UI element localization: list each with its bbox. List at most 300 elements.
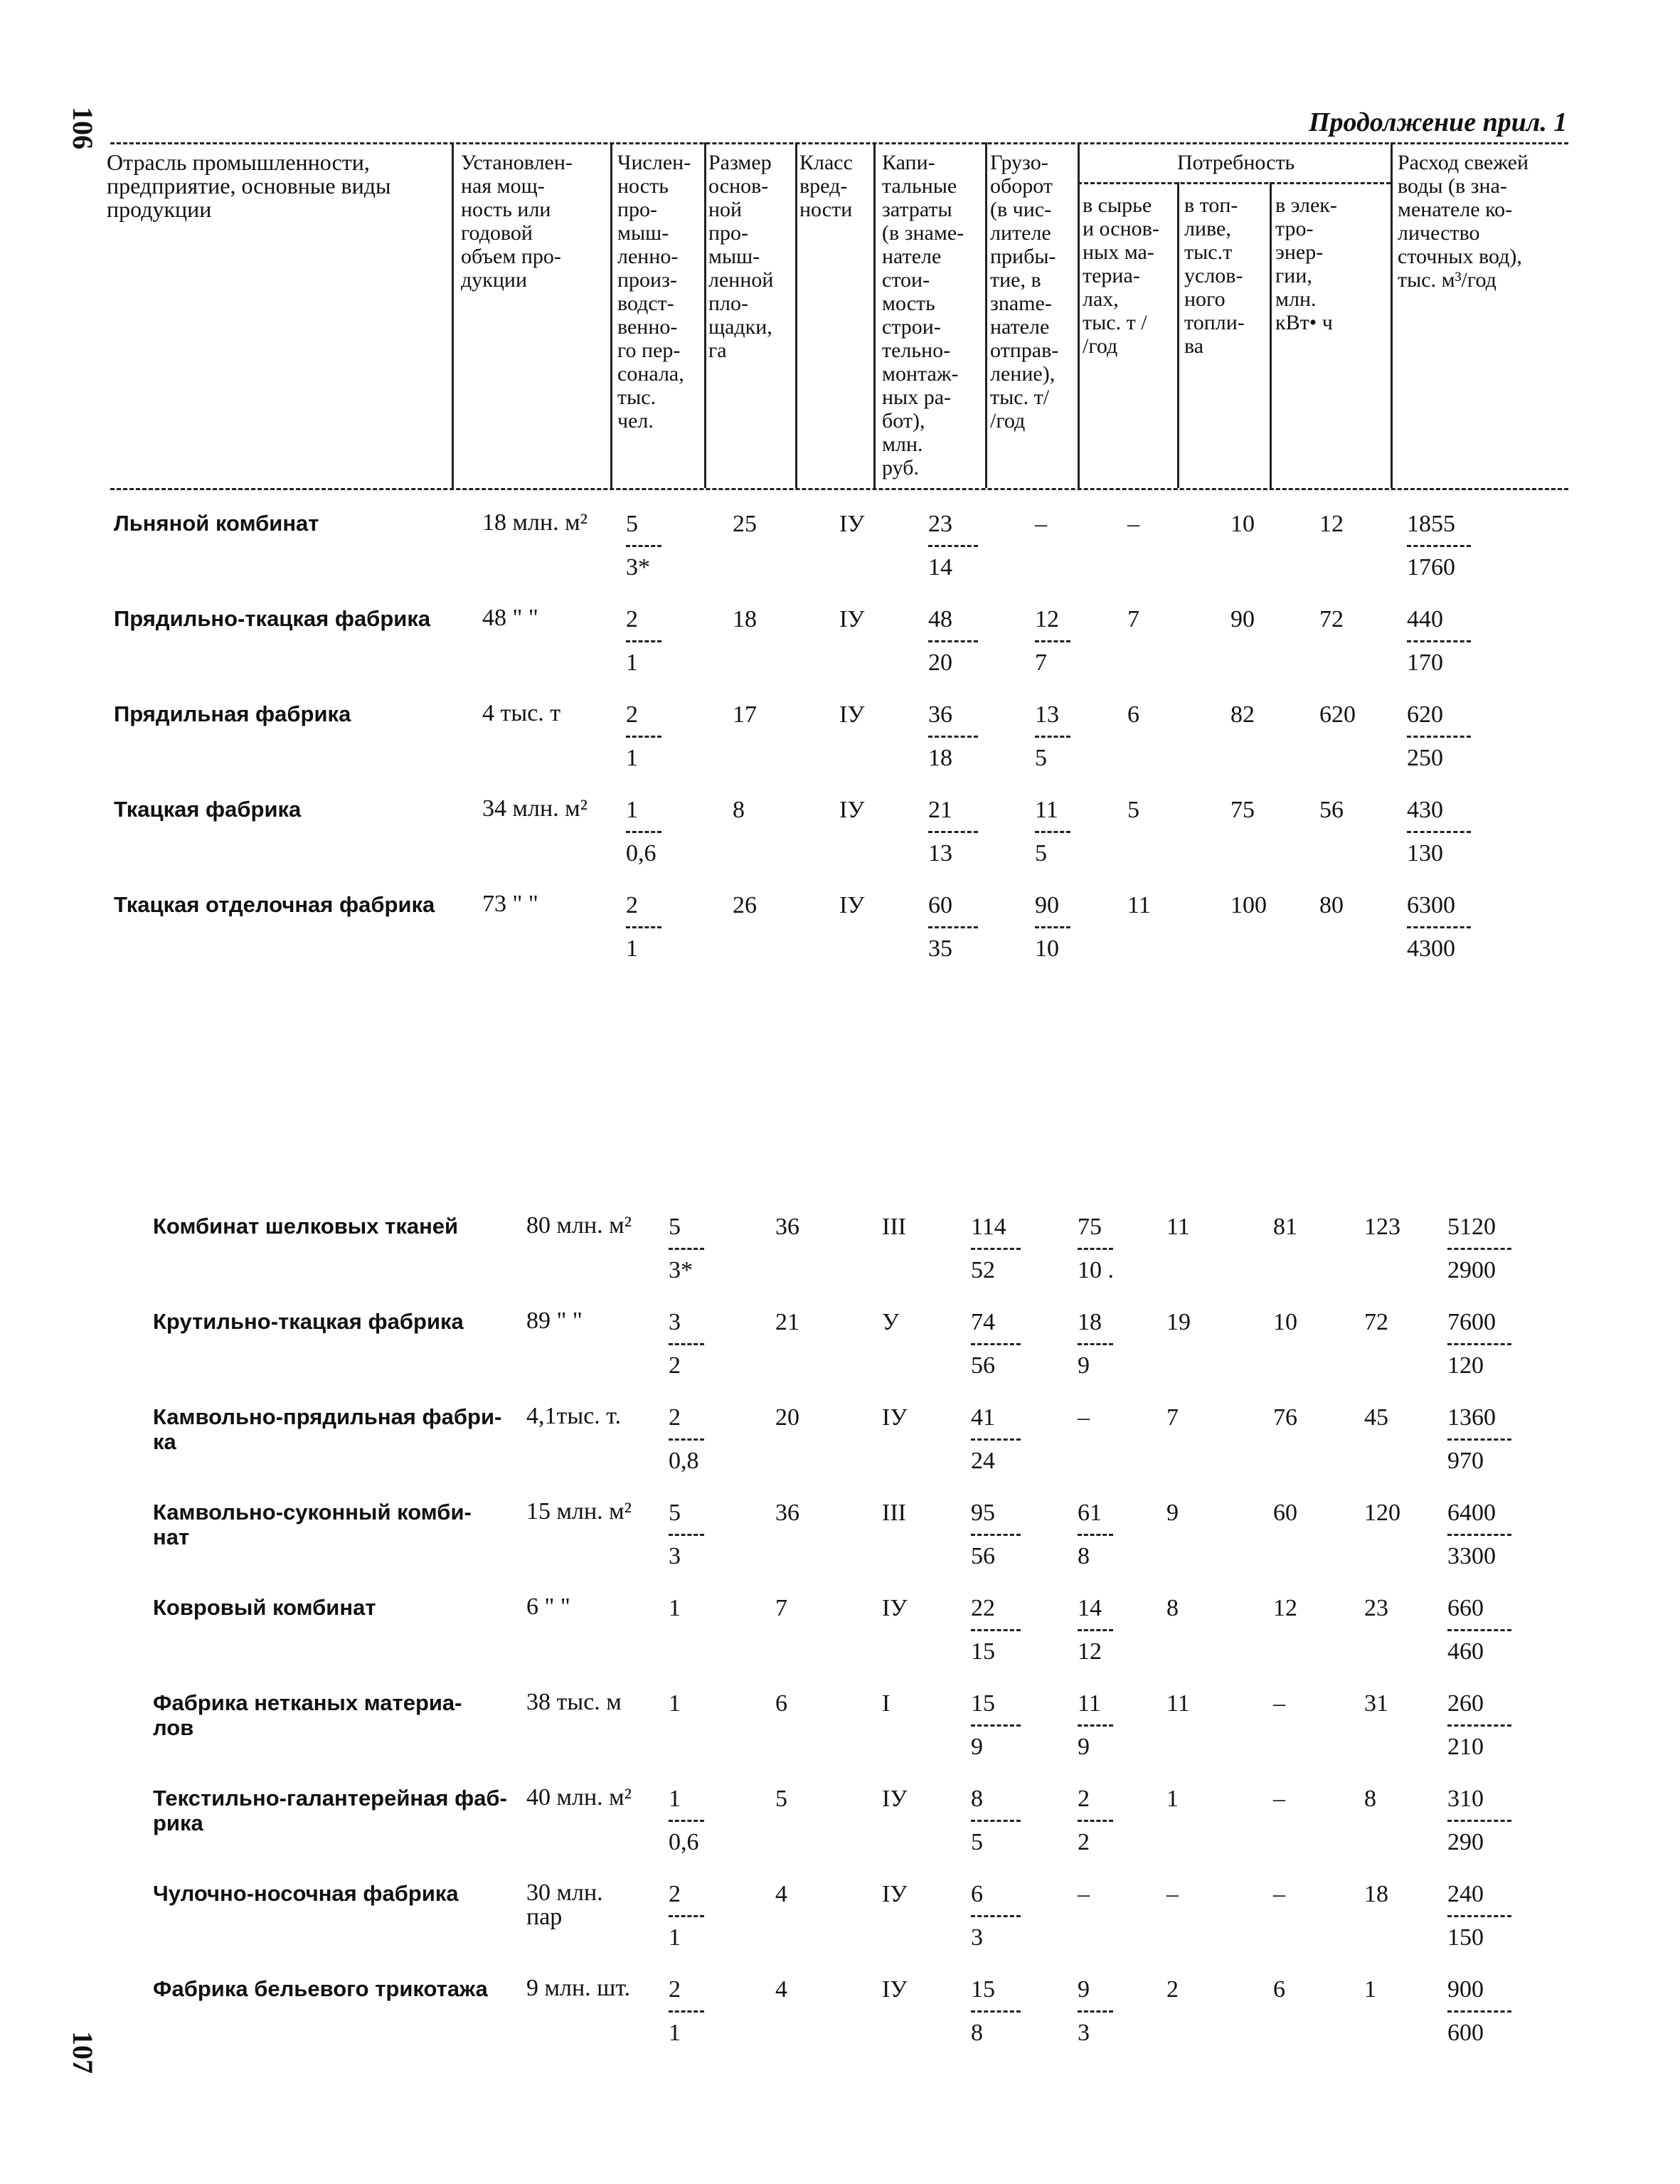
row-area: 6 (775, 1690, 787, 1717)
row-power: 18 (1364, 1881, 1388, 1907)
row-hazard: IУ (839, 892, 865, 918)
row-water-denominator: 290 (1447, 1829, 1484, 1855)
row-staff-numerator: 1 (669, 1786, 681, 1812)
row-freight (1078, 1881, 1120, 1908)
row-staff-denominator: 1 (669, 2020, 681, 2046)
header-divider-5 (873, 142, 876, 488)
row-water-denominator: 210 (1447, 1734, 1484, 1760)
row-name: Прядильная фабрика (114, 701, 351, 726)
row-capex-bar (971, 1820, 1021, 1822)
row-water-denominator: 3300 (1447, 1543, 1496, 1569)
row-water-bar (1447, 1248, 1511, 1250)
row-water-bar (1447, 1820, 1511, 1822)
row-water-denominator: 150 (1447, 1924, 1484, 1951)
row-freight-numerator: 9 (1078, 1976, 1090, 2003)
row-freight-numerator: 90 (1035, 892, 1059, 918)
row-staff (669, 1595, 711, 1622)
row-water-denominator: 1760 (1407, 554, 1455, 581)
row-water-numerator: 1855 (1407, 511, 1455, 537)
row-area: 36 (775, 1214, 799, 1240)
row-freight-denominator: 5 (1035, 745, 1047, 771)
row-staff-numerator: 1 (669, 1690, 681, 1717)
row-capacity: 15 млн. м² (526, 1498, 632, 1525)
row-raw: 19 (1166, 1309, 1191, 1335)
row-fuel: – (1273, 1690, 1285, 1717)
row-water (1407, 511, 1478, 581)
row-freight-numerator: 14 (1078, 1595, 1102, 1621)
row-name: Комбинат шелковых тканей (153, 1214, 459, 1239)
row-water-denominator: 600 (1447, 2020, 1484, 2046)
row-water-bar (1447, 1534, 1511, 1536)
row-water-bar (1447, 2010, 1511, 2013)
row-freight (1035, 797, 1078, 867)
row-water-denominator: 4300 (1407, 935, 1455, 962)
row-freight-numerator: 75 (1078, 1214, 1102, 1240)
row-water-numerator: 620 (1407, 701, 1443, 728)
row-staff (669, 1786, 711, 1856)
row-name: Прядильно-ткацкая фабрика (114, 606, 431, 631)
row-capex (928, 701, 985, 772)
row-capex (971, 1595, 1028, 1665)
page-number-bottom: 107 (67, 2031, 99, 2074)
header-power: в элек- тро- энер- гии, млн. кВт• ч (1275, 194, 1337, 334)
row-freight-denominator: 10 (1035, 935, 1059, 962)
row-fuel: 76 (1273, 1404, 1297, 1431)
row-staff (669, 1881, 711, 1951)
row-freight-denominator: 5 (1035, 840, 1047, 866)
row-freight (1078, 1976, 1120, 2047)
row-staff-denominator: 1 (669, 1924, 681, 1951)
row-hazard: I (882, 1690, 890, 1717)
row-capex (971, 1976, 1028, 2047)
row-freight (1035, 892, 1078, 963)
row-area: 4 (775, 1881, 787, 1907)
row-hazard: IУ (882, 1786, 908, 1812)
row-water-numerator: 440 (1407, 606, 1443, 632)
row-capacity: 48 " " (482, 605, 538, 631)
row-capex-numerator: 41 (971, 1404, 995, 1431)
row-power: 1 (1364, 1976, 1376, 2003)
row-freight (1078, 1595, 1120, 1665)
row-hazard: IУ (882, 1404, 908, 1431)
row-capex-denominator: 24 (971, 1448, 995, 1474)
row-water (1447, 1690, 1519, 1761)
header-top-rule (110, 142, 1568, 144)
row-freight (1078, 1404, 1120, 1431)
row-freight-denominator: 12 (1078, 1638, 1102, 1665)
row-fuel: – (1273, 1881, 1285, 1907)
row-area: 26 (733, 892, 757, 918)
row-water (1407, 701, 1478, 772)
row-hazard: IУ (882, 1595, 908, 1621)
row-water-bar (1407, 640, 1471, 642)
row-capex-numerator: 74 (971, 1309, 995, 1335)
row-raw: – (1166, 1881, 1179, 1907)
row-raw: 11 (1166, 1214, 1190, 1240)
row-fuel: 82 (1230, 701, 1255, 728)
row-water (1447, 1309, 1519, 1379)
row-capex-bar (928, 926, 978, 928)
row-freight (1078, 1309, 1120, 1379)
row-raw: 5 (1127, 797, 1139, 823)
row-water-denominator: 970 (1447, 1448, 1484, 1474)
row-capex-numerator: 48 (928, 606, 952, 632)
row-fuel: 60 (1273, 1500, 1297, 1526)
row-freight-numerator: 12 (1035, 606, 1059, 632)
row-staff-numerator: 1 (626, 797, 638, 823)
row-capex-denominator: 14 (928, 554, 952, 581)
row-staff (626, 892, 669, 963)
row-capacity: 73 " " (482, 891, 538, 917)
row-area: 8 (733, 797, 745, 823)
row-capex-bar (971, 1915, 1021, 1917)
row-hazard: III (882, 1500, 906, 1526)
row-staff-bar (669, 1534, 704, 1536)
row-capex (971, 1309, 1028, 1379)
row-capex-numerator: 8 (971, 1786, 983, 1812)
row-water-numerator: 6300 (1407, 892, 1455, 918)
header-raw: в сырье и основ- ных ма- териа- лах, тыс. т / /год (1083, 194, 1159, 358)
row-capex-denominator: 56 (971, 1352, 995, 1379)
row-capex-bar (928, 831, 978, 833)
row-capex-denominator: 13 (928, 840, 952, 866)
row-freight-numerator: 11 (1035, 797, 1058, 823)
row-capex-denominator: 56 (971, 1543, 995, 1569)
demand-subheader-rule (1078, 182, 1391, 184)
row-water-denominator: 250 (1407, 745, 1443, 771)
row-water-bar (1447, 1724, 1511, 1727)
row-staff-numerator: 5 (669, 1214, 681, 1240)
row-staff (626, 701, 669, 772)
row-capex-bar (928, 736, 978, 738)
row-staff-denominator: 0,8 (669, 1448, 699, 1474)
row-staff (669, 1309, 711, 1379)
row-power: 72 (1319, 606, 1344, 632)
row-hazard: IУ (839, 511, 865, 537)
row-freight-bar (1035, 640, 1070, 642)
row-freight-numerator: 11 (1078, 1690, 1101, 1717)
row-water-bar (1447, 1629, 1511, 1631)
row-name: Крутильно-ткацкая фабрика (153, 1309, 464, 1334)
row-fuel: 10 (1273, 1309, 1297, 1335)
row-water (1447, 1881, 1519, 1951)
row-water-denominator: 170 (1407, 650, 1443, 676)
row-water-numerator: 900 (1447, 1976, 1484, 2003)
row-water-denominator: 2900 (1447, 1257, 1496, 1283)
row-power: 620 (1319, 701, 1356, 728)
row-freight-bar (1078, 2010, 1113, 2013)
row-name: Текстильно-галантерейная фаб- рика (153, 1786, 507, 1835)
row-freight (1078, 1786, 1120, 1856)
row-water-numerator: 660 (1447, 1595, 1484, 1621)
row-capex-denominator: 35 (928, 935, 952, 962)
row-capex-bar (971, 1724, 1021, 1727)
row-water (1447, 1500, 1519, 1570)
row-staff-numerator: 2 (669, 1881, 681, 1907)
row-water-bar (1407, 545, 1471, 547)
row-capex-denominator: 5 (971, 1829, 983, 1855)
page-number-top: 106 (67, 107, 99, 149)
row-name: Фабрика нетканых материа- лов (153, 1690, 462, 1740)
row-staff-bar (669, 1820, 704, 1822)
row-capacity: 89 " " (526, 1308, 583, 1334)
row-staff (669, 1500, 711, 1570)
row-capex-bar (928, 545, 978, 547)
header-industry: Отрасль промышленности, предприятие, основные виды продукции (107, 149, 391, 222)
row-water (1407, 606, 1478, 677)
row-name: Ковровый комбинат (153, 1595, 376, 1620)
row-capex-bar (971, 1343, 1021, 1345)
row-freight (1035, 511, 1078, 538)
row-staff-bar (626, 831, 661, 833)
row-staff-numerator: 1 (669, 1595, 681, 1621)
row-staff-bar (669, 1438, 704, 1441)
row-capex-bar (971, 1438, 1021, 1441)
row-raw: 9 (1166, 1500, 1179, 1526)
row-hazard: IУ (882, 1881, 908, 1907)
row-freight-bar (1078, 1248, 1113, 1250)
row-staff (626, 797, 669, 867)
row-staff-bar (669, 2010, 704, 2013)
row-capex-denominator: 9 (971, 1734, 983, 1760)
row-water-bar (1447, 1343, 1511, 1345)
row-capex (928, 606, 985, 677)
row-raw: 6 (1127, 701, 1139, 728)
row-water-bar (1447, 1915, 1511, 1917)
row-capex-bar (971, 1629, 1021, 1631)
row-staff-denominator: 3 (669, 1543, 681, 1569)
row-staff-bar (626, 926, 661, 928)
row-water-denominator: 460 (1447, 1638, 1484, 1665)
header-divider-9 (1270, 182, 1272, 488)
row-freight-bar (1078, 1724, 1113, 1727)
row-staff (626, 606, 669, 677)
row-freight-denominator: 7 (1035, 650, 1047, 676)
row-name: Чулочно-носочная фабрика (153, 1881, 459, 1906)
row-area: 25 (733, 511, 757, 537)
row-water-bar (1407, 831, 1471, 833)
row-staff-numerator: 5 (626, 511, 638, 537)
row-freight-numerator: 18 (1078, 1309, 1102, 1335)
row-name: Ткацкая фабрика (114, 797, 302, 822)
header-water: Расход свежей воды (в зна- менателе ко- личество сточных вод), тыс. м³/год (1398, 151, 1529, 292)
row-freight-denominator: 8 (1078, 1543, 1090, 1569)
row-water-bar (1407, 926, 1471, 928)
header-freight: Грузо- оборот (в чис- лителе прибы- тие, в зname- нателе отправ- ление), тыс. т/ /год (990, 151, 1059, 433)
row-capex-bar (971, 1248, 1021, 1250)
row-freight-numerator: 2 (1078, 1786, 1090, 1812)
row-capex-denominator: 3 (971, 1924, 983, 1951)
row-water (1447, 1595, 1519, 1665)
row-staff-bar (669, 1248, 704, 1250)
row-capex (971, 1404, 1028, 1475)
row-capacity: 40 млн. м² (526, 1784, 632, 1811)
row-water-denominator: 130 (1407, 840, 1443, 866)
row-freight-bar (1035, 831, 1070, 833)
row-water-numerator: 1360 (1447, 1404, 1496, 1431)
row-power: 80 (1319, 892, 1344, 918)
row-capex (928, 797, 985, 867)
row-capex-denominator: 8 (971, 2020, 983, 2046)
row-water (1407, 797, 1478, 867)
row-water (1447, 1976, 1519, 2047)
row-freight-bar (1078, 1820, 1113, 1822)
row-fuel: 10 (1230, 511, 1255, 537)
row-staff-denominator: 3* (626, 554, 650, 581)
row-staff (669, 1976, 711, 2047)
row-name: Камвольно-прядильная фабри- ка (153, 1404, 502, 1454)
row-hazard: IУ (839, 701, 865, 728)
row-power: 123 (1364, 1214, 1400, 1240)
row-area: 17 (733, 701, 757, 728)
row-freight (1078, 1500, 1120, 1570)
row-power: 23 (1364, 1595, 1388, 1621)
row-capex (971, 1500, 1028, 1570)
header-divider-3 (704, 142, 706, 488)
row-freight-numerator: – (1078, 1881, 1090, 1907)
row-raw: 11 (1127, 892, 1151, 918)
header-divider-8 (1177, 182, 1179, 488)
row-capex-denominator: 52 (971, 1257, 995, 1283)
row-capex-numerator: 95 (971, 1500, 995, 1526)
row-freight-numerator: – (1035, 511, 1047, 537)
row-freight (1078, 1690, 1120, 1761)
row-raw: 8 (1166, 1595, 1179, 1621)
row-capex-numerator: 22 (971, 1595, 995, 1621)
row-freight-denominator: 9 (1078, 1352, 1090, 1379)
row-capacity: 6 " " (526, 1594, 570, 1620)
row-freight-denominator: 2 (1078, 1829, 1090, 1855)
row-area: 5 (775, 1786, 787, 1812)
row-freight-numerator: 13 (1035, 701, 1059, 728)
row-area: 20 (775, 1404, 799, 1431)
row-hazard: IУ (839, 797, 865, 823)
row-freight-numerator: 61 (1078, 1500, 1102, 1526)
header-divider-4 (795, 142, 797, 488)
row-freight-bar (1035, 926, 1070, 928)
row-staff-numerator: 2 (669, 1404, 681, 1431)
row-fuel: 75 (1230, 797, 1255, 823)
row-fuel: 6 (1273, 1976, 1285, 2003)
row-freight-denominator: 9 (1078, 1734, 1090, 1760)
row-freight (1078, 1214, 1120, 1284)
row-staff-denominator: 1 (626, 935, 638, 962)
row-raw: 1 (1166, 1786, 1179, 1812)
row-fuel: 100 (1230, 892, 1267, 918)
row-staff-numerator: 2 (626, 701, 638, 728)
row-name: Фабрика бельевого трикотажа (153, 1976, 488, 2001)
row-capex-bar (971, 2010, 1021, 2013)
row-hazard: IУ (839, 606, 865, 632)
row-staff (669, 1690, 711, 1717)
row-freight-denominator: 10 . (1078, 1257, 1114, 1283)
row-capex (928, 892, 985, 963)
row-capacity: 9 млн. шт. (526, 1975, 631, 2001)
row-capex-numerator: 114 (971, 1214, 1006, 1240)
row-capex (928, 511, 985, 581)
row-capacity: 4 тыс. т (482, 700, 561, 726)
row-capex-bar (928, 640, 978, 642)
row-water-numerator: 7600 (1447, 1309, 1496, 1335)
row-capex-numerator: 23 (928, 511, 952, 537)
row-capex-denominator: 15 (971, 1638, 995, 1665)
row-capex-numerator: 60 (928, 892, 952, 918)
row-capex-numerator: 15 (971, 1690, 995, 1717)
row-freight-denominator: 3 (1078, 2020, 1090, 2046)
row-freight (1035, 606, 1078, 677)
header-capacity: Установлен- ная мощ- ность или годовой объем про- дукции (461, 151, 573, 292)
row-hazard: У (882, 1309, 900, 1335)
row-water-numerator: 5120 (1447, 1214, 1496, 1240)
row-freight-bar (1078, 1534, 1113, 1536)
row-capex-numerator: 36 (928, 701, 952, 728)
row-raw: – (1127, 511, 1139, 537)
row-area: 36 (775, 1500, 799, 1526)
row-hazard: IУ (882, 1976, 908, 2003)
row-staff-bar (626, 640, 661, 642)
row-capex-denominator: 18 (928, 745, 952, 771)
row-water-numerator: 240 (1447, 1881, 1484, 1907)
row-water-numerator: 310 (1447, 1786, 1484, 1812)
row-staff-bar (669, 1915, 704, 1917)
row-freight-bar (1078, 1629, 1113, 1631)
row-capacity: 80 млн. м² (526, 1212, 632, 1239)
row-water-bar (1407, 736, 1471, 738)
row-raw: 11 (1166, 1690, 1190, 1717)
row-fuel: 12 (1273, 1595, 1297, 1621)
row-capex-numerator: 6 (971, 1881, 983, 1907)
header-bottom-rule (110, 488, 1568, 490)
row-staff-numerator: 3 (669, 1309, 681, 1335)
row-water-numerator: 430 (1407, 797, 1443, 823)
row-water (1447, 1214, 1519, 1284)
row-capex (971, 1690, 1028, 1761)
row-name: Ткацкая отделочная фабрика (114, 892, 435, 917)
row-area: 4 (775, 1976, 787, 2003)
row-capacity: 4,1тыс. т. (526, 1403, 622, 1429)
row-capex-bar (971, 1534, 1021, 1536)
row-freight-numerator: – (1078, 1404, 1090, 1431)
row-capex (971, 1786, 1028, 1856)
row-power: 31 (1364, 1690, 1388, 1717)
row-power: 120 (1364, 1500, 1400, 1526)
row-water (1447, 1786, 1519, 1856)
row-area: 18 (733, 606, 757, 632)
row-capacity: 38 тыс. м (526, 1689, 622, 1715)
row-capacity: 30 млн. пар (526, 1880, 603, 1930)
row-staff-numerator: 2 (626, 606, 638, 632)
row-name: Камвольно-суконный комби- нат (153, 1500, 472, 1549)
row-raw: 7 (1127, 606, 1139, 632)
header-capex: Капи- тальные затраты (в знаме- нателе стои- мость строи- тельно- монтаж- ных ра- бот), млн. руб. (882, 151, 964, 479)
row-staff-denominator: 3* (669, 1257, 693, 1283)
row-staff-denominator: 0,6 (626, 840, 656, 866)
header-divider-6 (985, 142, 987, 488)
row-area: 21 (775, 1309, 799, 1335)
row-power: 72 (1364, 1309, 1388, 1335)
row-staff (669, 1404, 711, 1475)
header-divider-10 (1391, 142, 1393, 488)
row-power: 56 (1319, 797, 1344, 823)
row-freight (1035, 701, 1078, 772)
row-capex (971, 1214, 1028, 1284)
header-area: Размер основ- ной про- мыш- ленной пло- щадки, га (708, 151, 774, 362)
row-area: 7 (775, 1595, 787, 1621)
row-staff-bar (669, 1343, 704, 1345)
header-demand: Потребность (1177, 151, 1295, 174)
row-freight-bar (1078, 1343, 1113, 1345)
row-staff-numerator: 2 (626, 892, 638, 918)
